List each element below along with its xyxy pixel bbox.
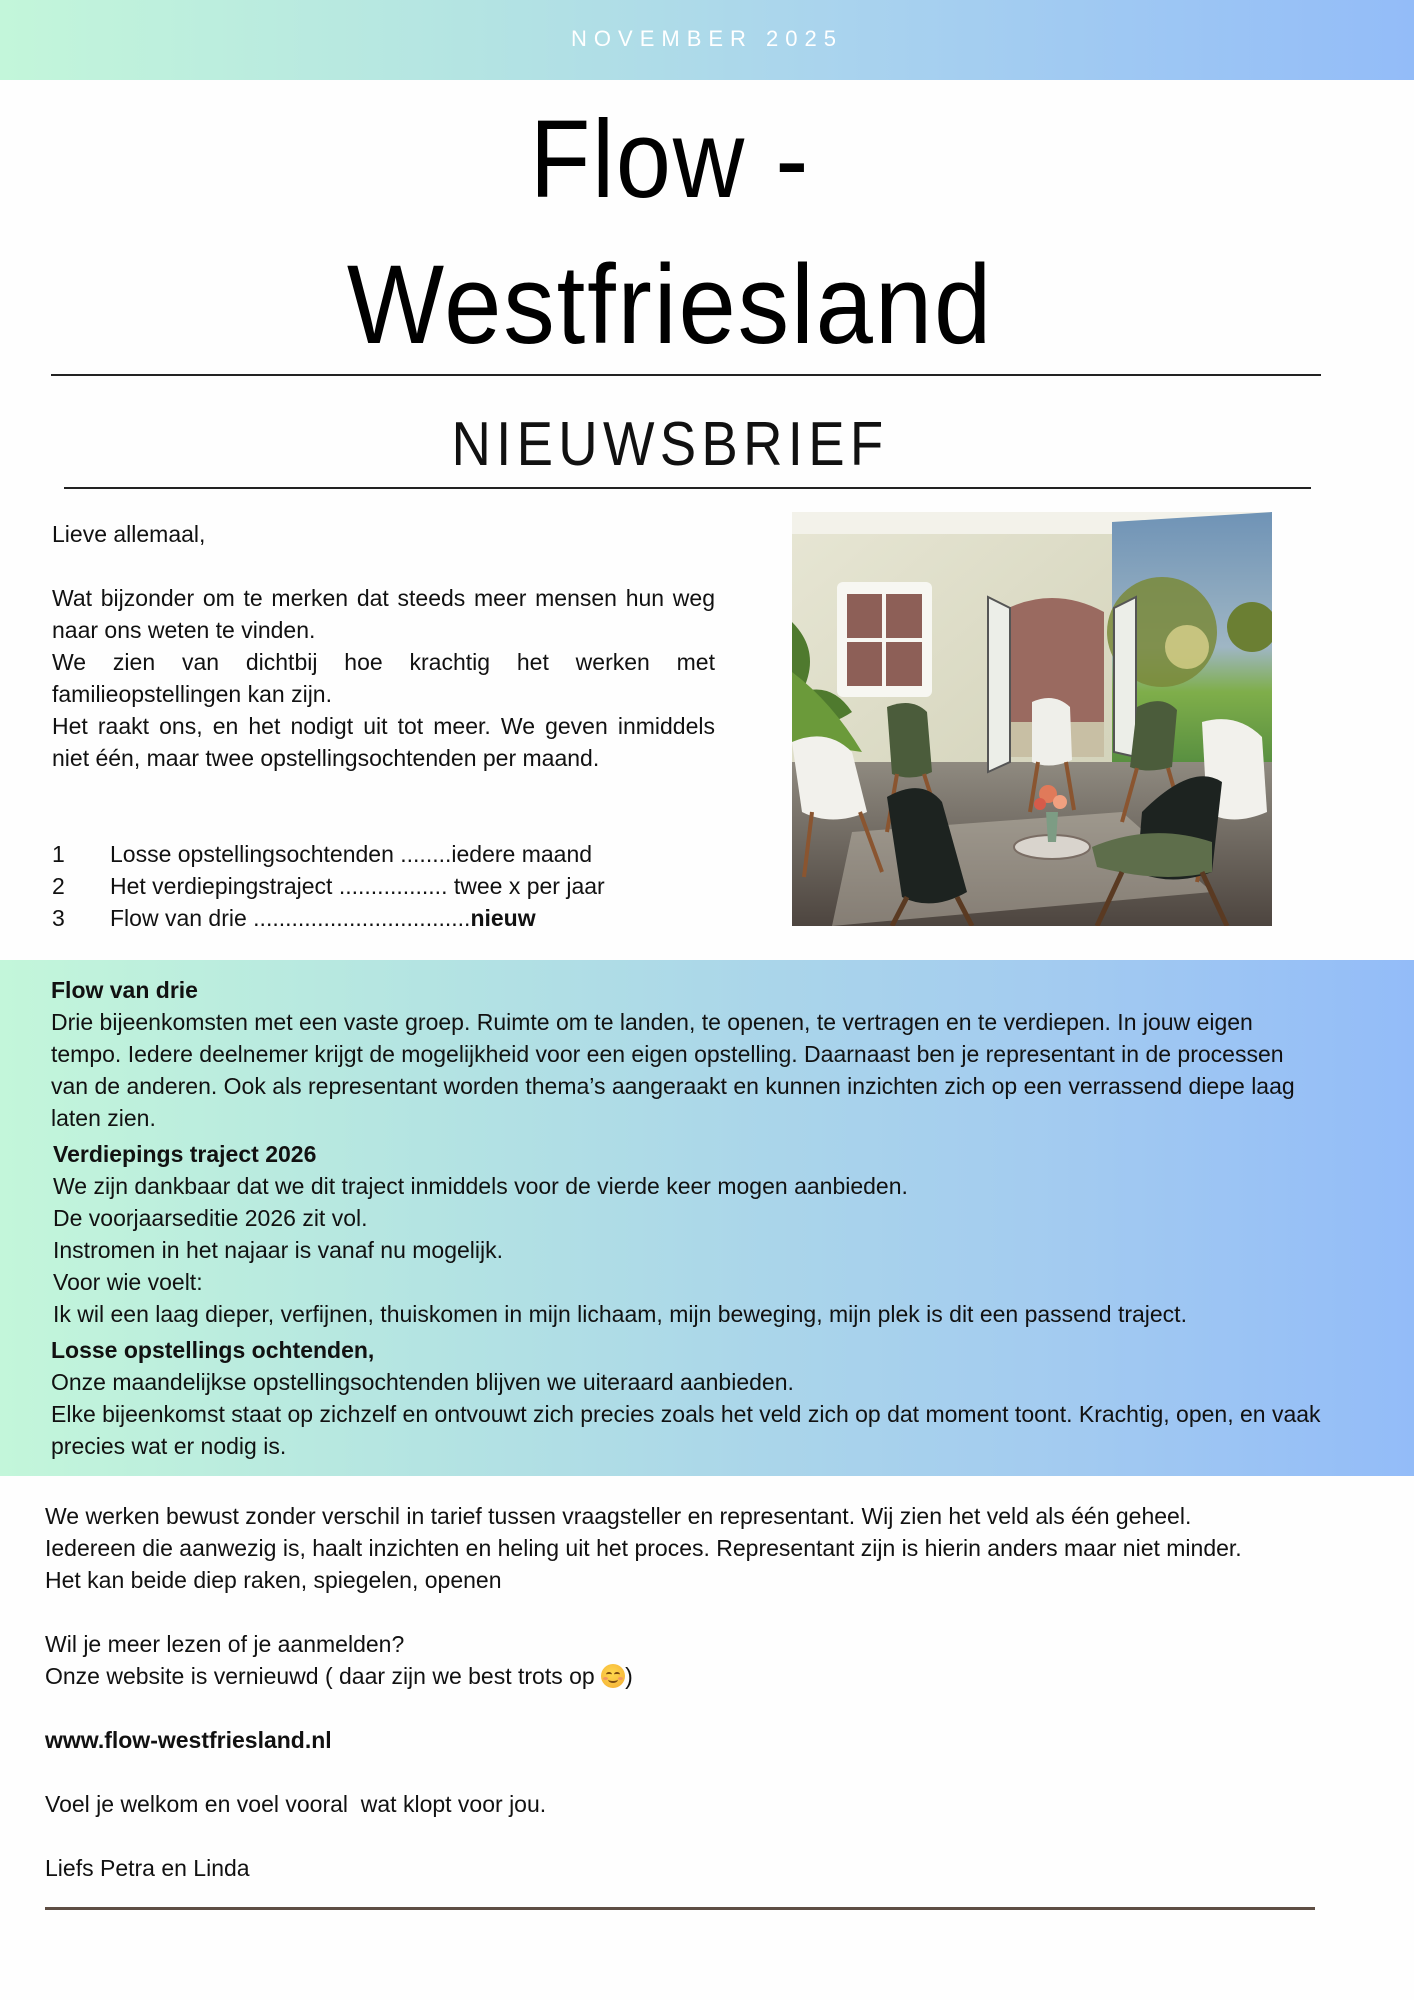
section-heading: Losse opstellings ochtenden, xyxy=(51,1337,375,1363)
list-number: 2 xyxy=(52,873,65,899)
masthead-divider-top xyxy=(51,374,1321,376)
list-number: 1 xyxy=(52,841,65,867)
section-heading: Verdiepings traject 2026 xyxy=(53,1141,317,1167)
section-flow-van-drie xyxy=(51,974,1371,1134)
issue-date: NOVEMBER 2025 xyxy=(571,26,843,51)
list-number: 3 xyxy=(52,905,65,931)
intro-text xyxy=(52,518,715,774)
masthead-title-line2: Westfriesland xyxy=(346,242,994,367)
masthead-divider-bottom xyxy=(64,487,1311,489)
date-banner xyxy=(0,0,1414,80)
intro-paragraph: We zien van dichtbij hoe krachtig het werken met familieopstellingen kan zijn. xyxy=(52,649,715,707)
list-label: Flow van drie .................................. xyxy=(110,905,471,931)
more-info-text: Wil je meer lezen of je aanmelden? xyxy=(45,1631,405,1657)
list-item xyxy=(52,838,732,870)
list-item xyxy=(52,870,732,902)
section-text: Elke bijeenkomst staat op zichzelf en ontvouwt zich precies zoals het veld zich op dat moment toont. Krachtig, open, en vaak precies wat er nodig is. xyxy=(51,1401,1321,1459)
tariff-text: We werken bewust zonder verschil in tarief tussen vraagsteller en representant. Wij zien het veld als één geheel. xyxy=(45,1503,1192,1529)
intro-paragraph: Het raakt ons, en het nodigt uit tot meer. We geven inmiddels niet één, maar twee opstellingsochtenden per maand. xyxy=(52,713,715,771)
section-text: Voor wie voelt: xyxy=(53,1269,203,1295)
list-item xyxy=(52,902,732,934)
footer-divider xyxy=(45,1907,1315,1910)
tariff-text: Het kan beide diep raken, spiegelen, openen xyxy=(45,1567,502,1593)
list-value-new: nieuw xyxy=(470,905,536,931)
section-text: De voorjaarseditie 2026 zit vol. xyxy=(53,1205,368,1231)
section-losse-ochtenden xyxy=(51,1334,1371,1462)
room-photo xyxy=(792,512,1272,926)
section-text: Onze maandelijkse opstellingsochtenden blijven we uiteraard aanbieden. xyxy=(51,1369,794,1395)
welcome-text: Voel je welkom en voel vooral wat klopt voor jou. xyxy=(45,1791,547,1817)
tariff-text: Iedereen die aanwezig is, haalt inzichten en heling uit het proces. Representant zijn is hierin anders maar niet minder. xyxy=(45,1535,1242,1561)
section-text: Ik wil een laag dieper, verfijnen, thuiskomen in mijn lichaam, mijn beweging, mijn plek is dit een passend traject. xyxy=(53,1301,1187,1327)
intro-paragraph: Wat bijzonder om te merken dat steeds meer mensen hun weg naar ons weten te vinden. xyxy=(52,585,715,643)
section-text: Instromen in het najaar is vanaf nu mogelijk. xyxy=(53,1237,504,1263)
masthead-title-line1: Flow - xyxy=(529,98,811,221)
list-label: Losse opstellingsochtenden ........ xyxy=(110,841,452,867)
greeting: Lieve allemaal, xyxy=(52,521,206,547)
signature: Liefs Petra en Linda xyxy=(45,1855,250,1881)
section-heading: Flow van drie xyxy=(51,977,198,1003)
newsletter-subtitle: NIEUWSBRIEF xyxy=(451,410,889,479)
program-sections xyxy=(51,974,1371,1466)
website-link[interactable]: www.flow-westfriesland.nl xyxy=(45,1727,332,1753)
website-note: Onze website is vernieuwd ( daar zijn we best trots op ) xyxy=(45,1663,633,1689)
section-text: Drie bijeenkomsten met een vaste groep. Ruimte om te landen, te openen, te vertragen en te verdiepen. In jouw eigen tempo. Iedere deelnemer krijgt de mogelijkheid voor een eigen opstelling. Daarnaast ben je representant in de processen van de anderen. Ook als representant worden thema’s aangeraakt en kunnen inzichten zich op een verrassend diepe laag laten zien. xyxy=(51,1009,1295,1131)
list-value: twee x per jaar xyxy=(453,873,605,899)
section-text: We zijn dankbaar dat we dit traject inmiddels voor de vierde keer mogen aanbieden. xyxy=(53,1173,908,1199)
smiling-face-icon xyxy=(601,1664,625,1688)
section-verdiepings-traject xyxy=(51,1138,1371,1330)
offer-list xyxy=(52,838,732,934)
list-value: iedere maand xyxy=(451,841,593,867)
closing-text xyxy=(45,1500,1385,1884)
list-label: Het verdiepingstraject ................. xyxy=(110,873,454,899)
